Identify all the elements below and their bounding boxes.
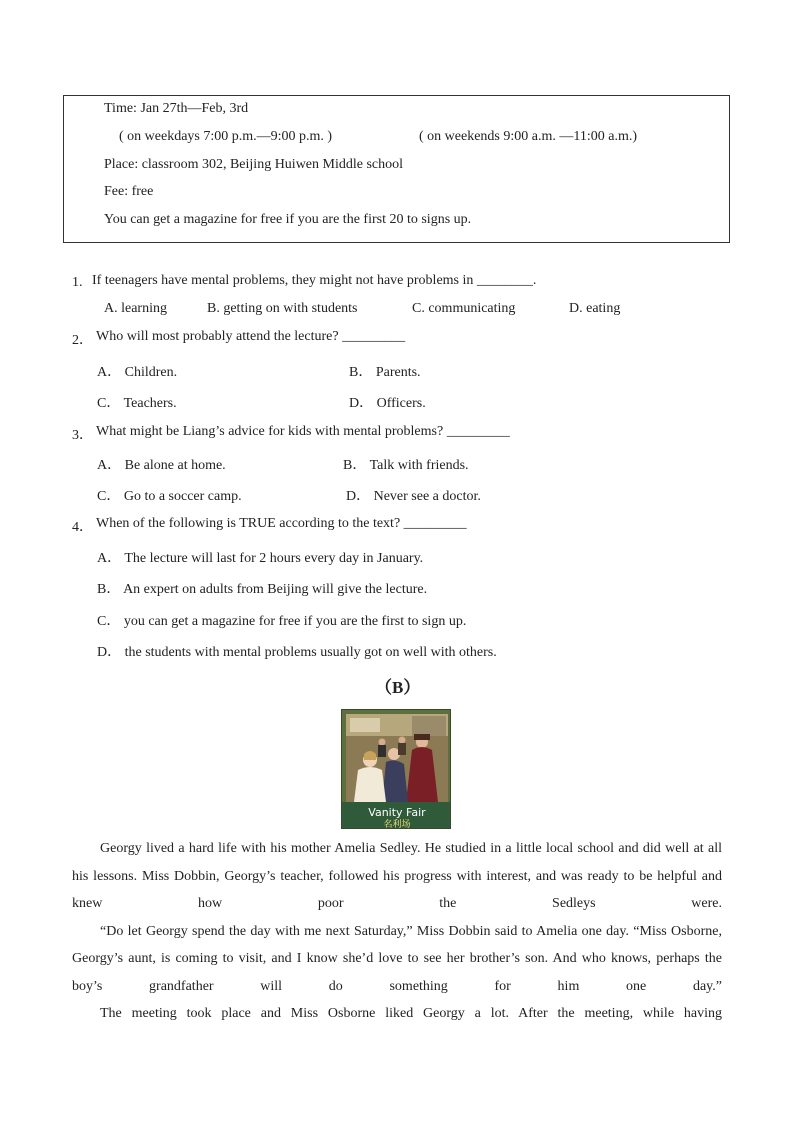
option-a: A． Be alone at home.: [97, 458, 226, 473]
book-cover-illustration: [342, 710, 451, 829]
option-b: B． Talk with friends.: [343, 458, 469, 473]
option-d: D． the students with mental problems usually got on well with others.: [97, 645, 497, 660]
option-b: B. getting on with students: [207, 301, 358, 316]
passage: [72, 835, 722, 1028]
passage-paragraph: Georgy lived a hard life with his mother Amelia Sedley. He studied in a little local school and did well at all his lessons. Miss Dobbin, Georgy’s teacher, followed his progress with interest, and was ready to be helpful and knew how poor the Sedleys were.: [72, 841, 722, 911]
question-number: 2．: [72, 333, 93, 348]
question-text: What might be Liang’s advice for kids with mental problems? _________: [96, 424, 510, 439]
question-number: 3．: [72, 428, 93, 443]
passage-paragraph: “Do let Georgy spend the day with me next Saturday,” Miss Dobbin said to Amelia one day. “Miss Osborne, Georgy’s aunt, is coming to visit, and I know she’d love to see her brother’s son. And who knows, perhaps the boy’s grandfather will do something for him one day.”: [72, 923, 722, 994]
notice-fee: Fee: free: [104, 184, 154, 199]
cover-subtitle: 名利场: [383, 820, 411, 829]
notice-weekends: ( on weekends 9:00 a.m. —11:00 a.m.): [419, 129, 637, 144]
notice-weekdays: ( on weekdays 7:00 p.m.—9:00 p.m. ): [119, 129, 333, 144]
option-c: C． Go to a soccer camp.: [97, 489, 242, 504]
option-a: A. learning: [104, 301, 167, 316]
section-title: （B）: [375, 678, 421, 697]
option-c: C． Teachers.: [97, 396, 177, 411]
option-d: D. eating: [569, 301, 621, 316]
option-b: B． An expert on adults from Beijing will give the lecture.: [97, 582, 428, 597]
notice-magazine: You can get a magazine for free if you are the first 20 to signs up.: [104, 212, 472, 227]
option-c: C. communicating: [412, 301, 516, 316]
option-b: B． Parents.: [349, 365, 421, 380]
option-c: C． you can get a magazine for free if you are the first to sign up.: [97, 614, 467, 629]
question-number: 1.: [72, 275, 83, 290]
passage-paragraph: The meeting took place and Miss Osborne liked Georgy a lot. After the meeting, while having: [100, 1006, 722, 1021]
option-a: A． The lecture will last for 2 hours every day in January.: [97, 551, 424, 566]
notice-place: Place: classroom 302, Beijing Huiwen Middle school: [104, 157, 404, 172]
option-d: D． Never see a doctor.: [346, 489, 481, 504]
option-a: A． Children.: [97, 365, 178, 380]
question-text: Who will most probably attend the lecture? _________: [96, 329, 406, 344]
cover-title: Vanity Fair: [368, 806, 426, 819]
option-d: D． Officers.: [349, 396, 426, 411]
question-text: If teenagers have mental problems, they might not have problems in ________.: [92, 273, 537, 288]
question-text: When of the following is TRUE according to the text? _________: [96, 516, 467, 531]
notice-time: Time: Jan 27th—Feb, 3rd: [104, 101, 249, 116]
book-cover-image: [341, 709, 451, 829]
question-number: 4．: [72, 520, 93, 535]
